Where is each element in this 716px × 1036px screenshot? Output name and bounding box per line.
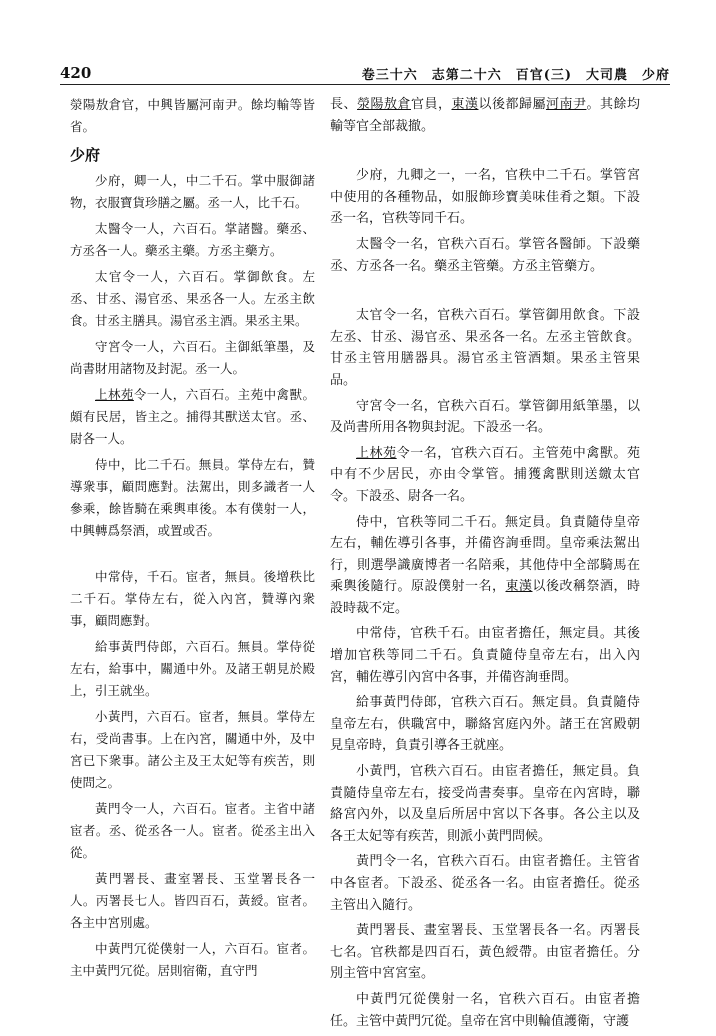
place-name-underlined: 上林苑 [356,445,397,461]
right-paragraph: 給事黃門侍郎，官秩六百石。無定員。負責隨侍皇帝左右，供職宮中，聯絡宮庭內外。諸王在宮殿朝見皇帝時，負責引導各王就座。 [330,695,640,754]
paragraph-gap [70,546,315,566]
right-paragraph: 守宮令一名，官秩六百石。掌管御用紙筆墨，以及尚書所用各物與封泥。下設丞一名。 [330,398,640,436]
right-paragraph: 太醫令一名，官秩六百石。掌管各醫師。下設藥丞、方丞各一名。藥丞主管藥。方丞主管藥方。 [330,236,640,274]
left-paragraph: 黃門令一人，六百石。宦者。主省中諸宦者。丞、從丞各一人。宦者。從丞主出入從。 [70,801,315,860]
right-paragraph: 侍中，官秩等同二千石。無定員。負責隨侍皇帝左右，輔佐導引各事，并備咨詢垂問。皇帝乘法駕出行，則選學識廣博者一名陪乘，其他侍中全部騎馬在乘輿後隨行。原設僕射一名，東漢以後改稱祭酒，時設時裁不定。 [330,514,640,616]
left-paragraph: 侍中，比二千石。無員。掌侍左右，贊導衆事，顧問應對。法駕出，則多識者一人參乘，餘皆騎在乘輿車後。本有僕射一人，中興轉爲祭酒，或置或否。 [70,457,315,538]
paragraph-gap [330,281,640,305]
right-paragraph: 中黃門冗從僕射一名，官秩六百石。由宦者擔任。主管中黃門冗從。皇帝在宮中則輪值護衛，守護 [330,991,640,1029]
left-paragraph: 少府，卿一人，中二千石。掌中服御諸物，衣服寶貨珍膳之屬。丞一人，比千石。 [70,173,315,210]
running-title: 卷三十六 志第二十六 百官(三) 大司農 少府 [361,68,670,83]
right-paragraph: 中常侍，官秩千石。由宦者擔任，無定員。其後增加官秩等同二千石。負責隨侍皇帝左右，出入內宮，輔佐導引內宮中各事，并備咨詢垂問。 [330,626,640,685]
dynasty-name-underlined: 東漢 [451,97,479,112]
right-column-translation [330,94,640,1036]
right-paragraph: 黃門令一名，官秩六百石。由宦者擔任。主管省中各宦者。下設丞、從丞各一名。由宦者擔任。從丞主管出入隨行。 [330,854,640,913]
place-name-underlined: 滎陽敖倉 [357,97,411,112]
left-paragraph: 黃門署長、畫室署長、玉堂署長各一人。丙署長七人。皆四百石，黃綬。宦者。各主中宮別處。 [70,871,315,930]
right-paragraph: 長、滎陽敖倉官員，東漢以後都歸屬河南尹。其餘均輸等官全部裁撤。 [330,97,640,134]
place-name-underlined: 上林苑 [95,387,134,402]
right-paragraph: 黃門署長、畫室署長、玉堂署長各一名。丙署長七名。官秩都是四百石，黃色綬帶。由宦者擔任。分別主管中宮宮室。 [330,923,640,982]
left-paragraph: 守宮令一人，六百石。主御紙筆墨，及尚書財用諸物及封泥。丞一人。 [70,339,315,376]
left-paragraph: 中常侍，千石。宦者，無員。後增秩比二千石。掌侍左右，從入內宮，贊導內衆事，顧問應對。 [70,569,315,628]
right-paragraph: 上林苑令一名，官秩六百石。主管苑中禽獸。苑中有不少居民，亦由令掌管。捕獲禽獸則送繳太官令。下設丞、尉各一名。 [330,445,640,504]
left-column-original-text [70,94,315,986]
left-paragraph: 太官令一人，六百石。掌御飲食。左丞、甘丞、湯官丞、果丞各一人。左丞主飲食。甘丞主膳具。湯官丞主酒。果丞主果。 [70,269,315,328]
left-paragraph: 小黃門，六百石。宦者，無員。掌侍左右，受尚書事。上在內宮，關通中外，及中宮已下衆事。諸公主及王太妃等有疾苦，則使問之。 [70,709,315,790]
left-paragraph: 太醫令一人，六百石。掌諸醫。藥丞、方丞各一人。藥丞主藥。方丞主藥方。 [70,221,315,258]
header-rule [60,84,670,85]
dynasty-name-underlined: 東漢 [505,579,533,595]
right-paragraph: 太官令一名，官秩六百石。掌管御用飲食。下設左丞、甘丞、湯官丞、果丞各一名。左丞主管飲食。甘丞主管用膳器具。湯官丞主管酒類。果丞主管果品。 [330,308,640,388]
right-paragraph: 少府，九卿之一，一名，官秩中二千石。掌管宮中使用的各種物品，如服飾珍寶美味佳肴之類。下設丞一名，官秩等同千石。 [330,168,640,227]
place-name-underlined: 河南尹 [545,97,587,112]
left-paragraph: 滎陽敖倉官，中興皆屬河南尹。餘均輸等皆省。 [70,97,315,134]
left-paragraph: 中黃門冗從僕射一人，六百石。宦者。主中黃門冗從。居則宿衛，直守門 [70,941,315,978]
page-header [60,62,670,84]
right-paragraph: 小黃門，官秩六百石。由宦者擔任，無定員。負責隨侍皇帝左右，接受尚書奏事。皇帝在內宮時，聯絡宮內外，以及皇后所居中宮以下各事。各公主以及各王太妃等有疾苦，則派小黃門問候。 [330,764,640,844]
page-number: 420 [60,64,92,82]
paragraph-gap [330,141,640,165]
left-paragraph: 給事黃門侍郎，六百石。無員。掌侍從左右，給事中，關通中外。及諸王朝見於殿上，引王就坐。 [70,639,315,698]
left-paragraph: 上林苑令一人，六百石。主苑中禽獸。頗有民居，皆主之。捕得其獸送太官。丞、尉各一人。 [70,387,315,446]
section-heading: 少府 [70,146,101,164]
